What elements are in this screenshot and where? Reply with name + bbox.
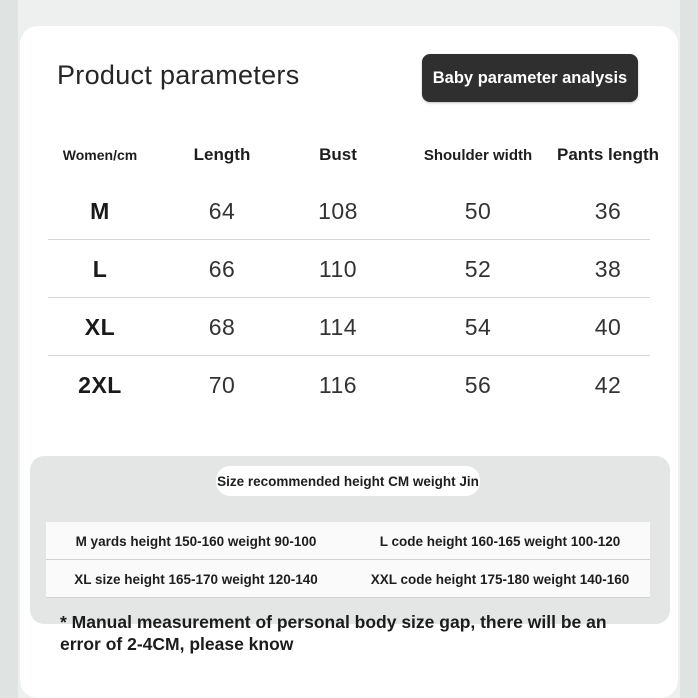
recommendation-xl: XL size height 165-170 weight 120-140 — [74, 571, 318, 587]
table-row — [48, 356, 650, 414]
shoulder-value: 50 — [464, 197, 492, 224]
length-value: 64 — [208, 197, 236, 224]
background-left-strip — [0, 0, 18, 698]
header-length: Length — [193, 145, 251, 164]
length-value: 70 — [208, 371, 236, 398]
size-label: XL — [84, 313, 116, 340]
size-recommendation-panel — [30, 456, 670, 624]
recommendation-xxl: XXL code height 175-180 weight 140-160 — [370, 571, 630, 587]
header-shoulder-width: Shoulder width — [423, 146, 533, 164]
pants-value: 42 — [594, 371, 622, 398]
header-pants-length: Pants length — [556, 145, 659, 164]
table-row — [48, 182, 650, 240]
bust-value: 110 — [318, 255, 358, 282]
length-value: 68 — [208, 313, 236, 340]
measurement-note: * Manual measurement of personal body size gap, there will be an error of 2-4CM, please know — [60, 612, 607, 654]
background-right-strip — [680, 0, 698, 698]
page-title: Product parameters — [57, 60, 300, 90]
pants-value: 38 — [594, 255, 622, 282]
bust-value: 108 — [318, 197, 358, 224]
shoulder-value: 54 — [464, 313, 492, 340]
pants-value: 36 — [594, 197, 622, 224]
size-label: 2XL — [78, 371, 122, 398]
recommendation-m: M yards height 150-160 weight 90-100 — [75, 533, 317, 549]
pants-value: 40 — [594, 313, 622, 340]
length-value: 66 — [208, 255, 236, 282]
table-row — [48, 240, 650, 298]
size-label: L — [92, 255, 108, 282]
parameter-analysis-badge: Baby parameter analysis — [422, 54, 638, 102]
bust-value: 114 — [318, 313, 358, 340]
row-divider — [46, 597, 650, 598]
recommendation-row — [46, 560, 650, 598]
size-label: M — [90, 197, 110, 224]
table-row — [48, 298, 650, 356]
recommendation-row — [46, 522, 650, 560]
header-women-cm: Women/cm — [62, 147, 138, 163]
shoulder-value: 56 — [464, 371, 492, 398]
bust-value: 116 — [318, 371, 358, 398]
shoulder-value: 52 — [464, 255, 492, 282]
size-chart-card — [20, 26, 678, 698]
header-bust: Bust — [319, 145, 357, 164]
recommendation-l: L code height 160-165 weight 100-120 — [379, 533, 621, 549]
recommendation-title: Size recommended height CM weight Jin — [216, 466, 480, 496]
